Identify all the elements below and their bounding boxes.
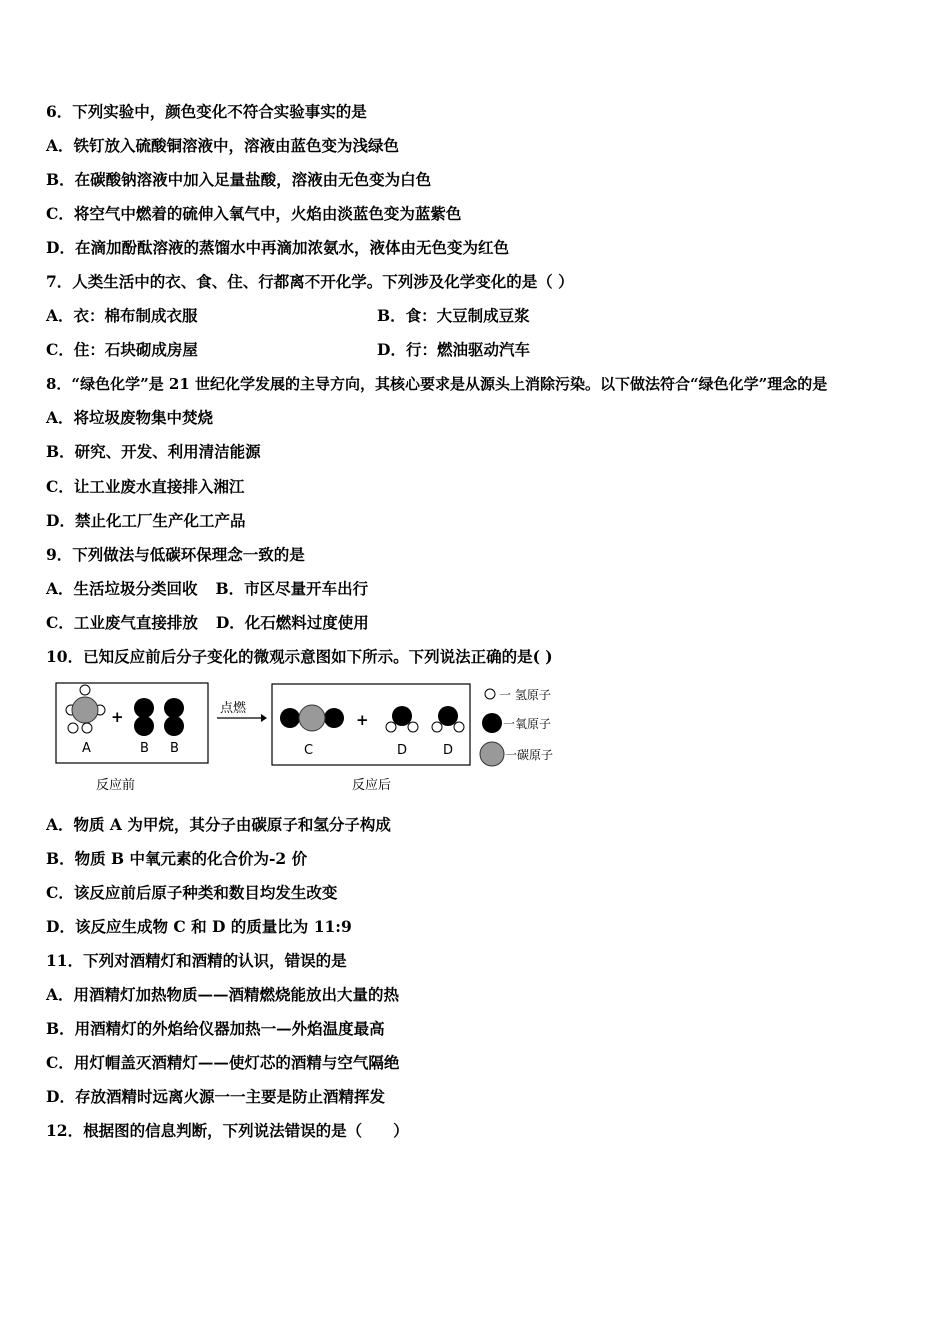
q6-option-b: B．在碳酸钠溶液中加入足量盐酸，溶液由无色变为白色	[46, 170, 432, 189]
q10-option-d: D．该反应生成物 C 和 D 的质量比为 11:9	[46, 917, 352, 936]
q10-option-c: C．该反应前后原子种类和数目均发生改变	[46, 883, 338, 902]
q11-option-d: D．存放酒精时远离火源一一主要是防止酒精挥发	[46, 1087, 385, 1106]
q7-stem: 7．人类生活中的衣、食、住、行都离不开化学。下列涉及化学变化的是（ ）	[46, 272, 574, 291]
label-d-2: D	[443, 743, 454, 758]
reaction-diagram	[54, 680, 574, 800]
q8-option-a: A．将垃圾废物集中焚烧	[46, 408, 214, 427]
reaction-condition: 点燃	[220, 701, 247, 716]
caption-after: 反应后	[352, 778, 392, 793]
q6-option-a: A．铁钉放入硫酸铜溶液中，溶液由蓝色变为浅绿色	[46, 136, 400, 155]
q11-option-a: A．用酒精灯加热物质——酒精燃烧能放出大量的热	[46, 985, 400, 1004]
q6-stem: 6．下列实验中，颜色变化不符合实验事实的是	[46, 102, 367, 121]
q9-option-b: B．市区尽量开车出行	[215, 579, 369, 598]
q11-option-c: C．用灯帽盖灭酒精灯——使灯芯的酒精与空气隔绝	[46, 1053, 400, 1072]
q8-option-d: D．禁止化工厂生产化工产品	[46, 511, 246, 530]
legend-carbon-icon	[480, 742, 504, 766]
label-d-1: D	[397, 743, 408, 758]
label-b-1: B	[140, 741, 149, 756]
q12-stem: 12．根据图的信息判断，下列说法错误的是（ ）	[46, 1121, 409, 1140]
reaction-arrowhead	[261, 714, 267, 722]
q7-option-d: D．行：燃油驱动汽车	[377, 340, 530, 359]
q9-option-d: D．化石燃料过度使用	[215, 613, 369, 632]
q7-option-a: A．衣：棉布制成衣服	[46, 306, 198, 325]
q11-option-b: B．用酒精灯的外焰给仪器加热一—外焰温度最高	[46, 1019, 385, 1038]
q11-stem: 11．下列对酒精灯和酒精的认识，错误的是	[46, 951, 347, 970]
label-c: C	[304, 743, 314, 758]
label-b-2: B	[170, 741, 179, 756]
q6-option-c: C．将空气中燃着的硫伸入氧气中，火焰由淡蓝色变为蓝紫色	[46, 204, 462, 223]
q9-option-a: A．生活垃圾分类回收	[46, 579, 198, 598]
q6-option-d: D．在滴加酚酞溶液的蒸馏水中再滴加浓氨水，液体由无色变为红色	[46, 238, 509, 257]
legend-carbon: 一碳原子	[505, 748, 554, 762]
plus-sign-2: +	[356, 711, 369, 729]
molecule-c	[280, 705, 344, 731]
q10-stem: 10．已知反应前后分子变化的微观示意图如下所示。下列说法正确的是( )	[46, 647, 553, 666]
q9-options-row-2	[46, 613, 369, 633]
q9-option-c: C．工业废气直接排放	[46, 613, 198, 632]
q8-option-c: C．让工业废水直接排入湘江	[46, 477, 245, 496]
label-a: A	[82, 741, 91, 756]
q10-option-b: B．物质 B 中氧元素的化合价为-2 价	[46, 849, 308, 868]
q8-option-b: B．研究、开发、利用清洁能源	[46, 442, 261, 461]
legend-oxygen: 一氧原子	[503, 717, 552, 731]
q10-option-a: A．物质 A 为甲烷，其分子由碳原子和氢分子构成	[46, 815, 391, 834]
legend-hydrogen-icon	[485, 689, 495, 699]
caption-before: 反应前	[96, 778, 136, 793]
plus-sign-1: +	[111, 708, 124, 726]
before-box	[56, 683, 208, 763]
q9-options-row-1	[46, 579, 368, 599]
q7-option-c: C．住：石块砌成房屋	[46, 340, 198, 359]
legend-hydrogen: 一 氢原子	[499, 688, 551, 702]
q7-option-b: B．食：大豆制成豆浆	[377, 306, 530, 325]
q8-stem: 8．“绿色化学”是 21 世纪化学发展的主导方向，其核心要求是从源头上消除污染。以下做法符合“绿色化学”理念的是	[46, 375, 828, 393]
legend-oxygen-icon	[482, 713, 502, 733]
q9-stem: 9．下列做法与低碳环保理念一致的是	[46, 545, 305, 564]
